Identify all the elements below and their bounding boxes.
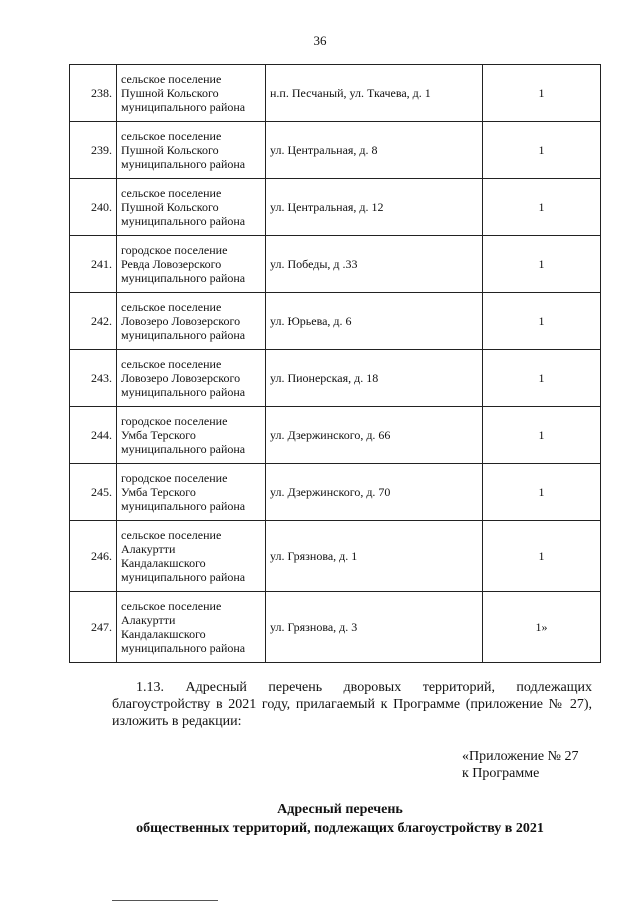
settlement-line: сельское поселение — [121, 300, 222, 314]
document-title — [0, 800, 640, 838]
count-cell: 1 — [483, 179, 601, 236]
settlement-line: городское поселение — [121, 414, 228, 428]
address-cell: ул. Пионерская, д. 18 — [266, 350, 483, 407]
settlement-line: муниципального района — [121, 271, 246, 285]
amendment-text: 1.13. Адресный перечень дворовых территорий, подлежащих благоустройству в 2021 году, прилагаемый к Программе (приложение № 27), изложить в редакции: — [112, 680, 592, 729]
settlement-cell — [117, 407, 266, 464]
address-cell: ул. Центральная, д. 12 — [266, 179, 483, 236]
row-number: 247. — [70, 592, 117, 663]
row-number: 246. — [70, 521, 117, 592]
appendix-line: «Приложение № 27 — [462, 749, 579, 764]
table-row — [70, 464, 601, 521]
settlement-line: сельское поселение — [121, 599, 222, 613]
count-cell: 1 — [483, 407, 601, 464]
table-row — [70, 293, 601, 350]
settlement-line: Пушной Кольского — [121, 200, 219, 214]
page-number: 36 — [313, 33, 327, 48]
settlement-line: сельское поселение — [121, 357, 222, 371]
address-cell: ул. Дзержинского, д. 66 — [266, 407, 483, 464]
settlement-line: Ловозеро Ловозерского — [121, 314, 241, 328]
table-row — [70, 407, 601, 464]
settlement-cell — [117, 179, 266, 236]
settlement-line: сельское поселение — [121, 129, 222, 143]
settlement-line: Алакуртти — [121, 542, 176, 556]
table-row — [70, 179, 601, 236]
table-row — [70, 350, 601, 407]
settlement-line: муниципального района — [121, 214, 246, 228]
appendix-line: к Программе — [462, 766, 540, 781]
settlement-line: Кандалакшского — [121, 627, 206, 641]
count-cell: 1 — [483, 122, 601, 179]
table-row — [70, 521, 601, 592]
settlement-line: Умба Терского — [121, 485, 196, 499]
address-cell: ул. Грязнова, д. 3 — [266, 592, 483, 663]
row-number: 239. — [70, 122, 117, 179]
table-row — [70, 592, 601, 663]
settlement-line: Пушной Кольского — [121, 143, 219, 157]
settlement-line: Алакуртти — [121, 613, 176, 627]
count-cell: 1» — [483, 592, 601, 663]
settlement-line: муниципального района — [121, 328, 246, 342]
settlement-line: городское поселение — [121, 471, 228, 485]
table-row — [70, 65, 601, 122]
settlement-line: Умба Терского — [121, 428, 196, 442]
count-cell: 1 — [483, 350, 601, 407]
title-line: общественных территорий, подлежащих благоустройству в 2021 — [136, 821, 544, 836]
settlement-line: муниципального района — [121, 499, 246, 513]
settlement-line: городское поселение — [121, 243, 228, 257]
row-number: 242. — [70, 293, 117, 350]
appendix-reference — [462, 748, 579, 782]
address-cell: ул. Центральная, д. 8 — [266, 122, 483, 179]
settlement-line: муниципального района — [121, 641, 246, 655]
settlement-line: сельское поселение — [121, 528, 222, 542]
row-number: 245. — [70, 464, 117, 521]
row-number: 238. — [70, 65, 117, 122]
count-cell: 1 — [483, 236, 601, 293]
settlement-cell — [117, 521, 266, 592]
address-cell: ул. Грязнова, д. 1 — [266, 521, 483, 592]
amendment-paragraph — [112, 679, 592, 730]
address-cell: н.п. Песчаный, ул. Ткачева, д. 1 — [266, 65, 483, 122]
table-row — [70, 122, 601, 179]
settlement-line: сельское поселение — [121, 186, 222, 200]
settlement-line: муниципального района — [121, 157, 246, 171]
settlement-line: Кандалакшского — [121, 556, 206, 570]
settlement-cell — [117, 122, 266, 179]
settlement-line: Ревда Ловозерского — [121, 257, 222, 271]
count-cell: 1 — [483, 65, 601, 122]
row-number: 244. — [70, 407, 117, 464]
address-cell: ул. Дзержинского, д. 70 — [266, 464, 483, 521]
address-cell: ул. Юрьева, д. 6 — [266, 293, 483, 350]
address-cell: ул. Победы, д .33 — [266, 236, 483, 293]
row-number: 241. — [70, 236, 117, 293]
title-line: Адресный перечень — [277, 802, 403, 817]
settlement-line: Пушной Кольского — [121, 86, 219, 100]
settlement-line: муниципального района — [121, 570, 246, 584]
settlement-line: сельское поселение — [121, 72, 222, 86]
settlement-cell — [117, 592, 266, 663]
row-number: 243. — [70, 350, 117, 407]
footnote-divider — [112, 900, 218, 901]
settlement-cell — [117, 350, 266, 407]
settlement-cell — [117, 464, 266, 521]
settlement-cell — [117, 236, 266, 293]
settlement-cell — [117, 293, 266, 350]
table-row — [70, 236, 601, 293]
settlement-line: муниципального района — [121, 442, 246, 456]
count-cell: 1 — [483, 293, 601, 350]
settlement-line: Ловозеро Ловозерского — [121, 371, 241, 385]
settlement-line: муниципального района — [121, 100, 246, 114]
count-cell: 1 — [483, 464, 601, 521]
address-table — [69, 64, 601, 663]
count-cell: 1 — [483, 521, 601, 592]
settlement-line: муниципального района — [121, 385, 246, 399]
row-number: 240. — [70, 179, 117, 236]
settlement-cell — [117, 65, 266, 122]
